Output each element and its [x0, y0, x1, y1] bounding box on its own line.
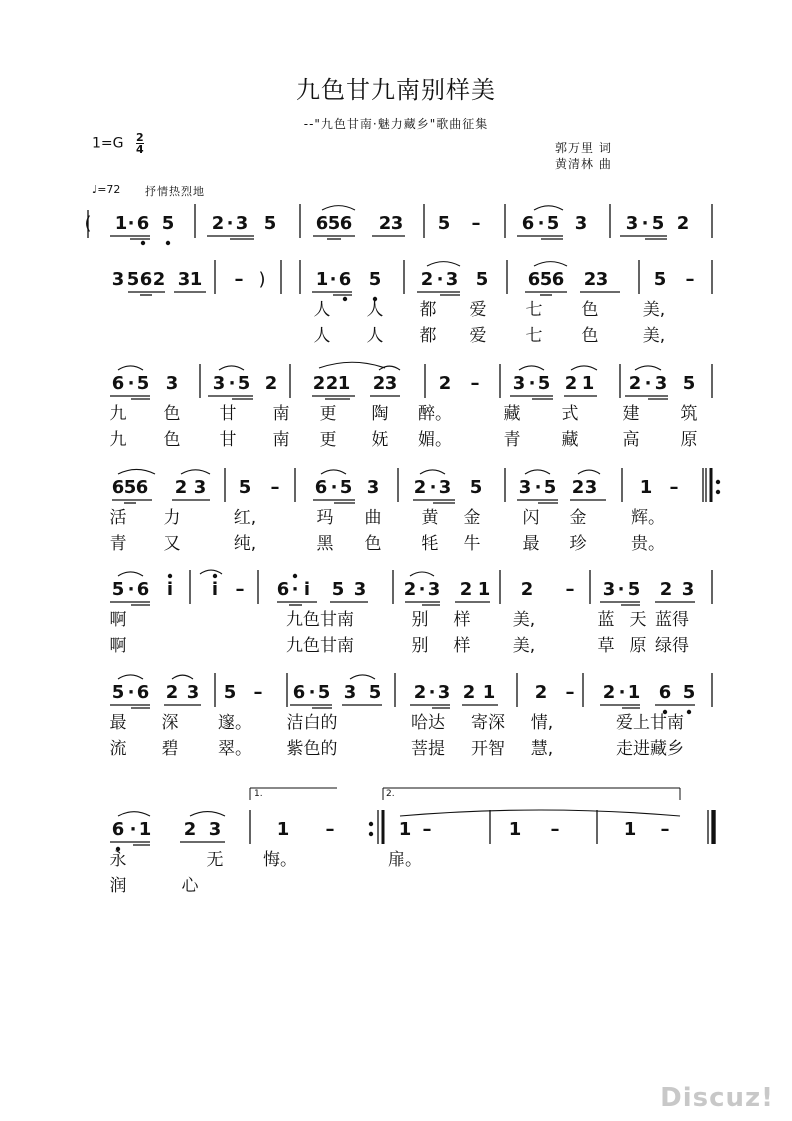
note-1-18: 6: [551, 269, 565, 290]
note-0-10: 5: [327, 213, 341, 234]
note-5-14: 3: [437, 682, 451, 703]
lyric-verse2-3-9: 贵。: [631, 534, 665, 554]
lyric-verse1-5-4: 哈达: [411, 713, 445, 733]
lyric-verse1-5-5: 寄深: [471, 713, 505, 733]
note-1-19: 2: [583, 269, 597, 290]
note-1-21: 5: [653, 269, 667, 290]
note-1-13: ·: [436, 269, 444, 290]
lyric-verse2-2-9: 高: [622, 430, 640, 450]
note-2-20: 2: [628, 373, 642, 394]
lyric-verse1-4-0: 啊: [109, 610, 127, 630]
note-0-15: –: [471, 213, 481, 234]
note-1-2: 6: [139, 269, 153, 290]
note-4-20: 5: [627, 579, 641, 600]
lyric-verse1-5-0: 最: [109, 713, 127, 733]
note-2-18: 2: [564, 373, 578, 394]
note-2-9: 2: [325, 373, 339, 394]
lyric-verse1-1-5: 色: [581, 300, 599, 320]
lyric-verse2-6-1: 心: [181, 876, 199, 896]
note-1-16: 6: [527, 269, 541, 290]
note-5-7: 6: [292, 682, 306, 703]
note-0-5: 2: [211, 213, 225, 234]
note-3-6: –: [270, 477, 280, 498]
lyric-verse2-4-7: 绿得: [655, 636, 689, 656]
lyric-verse1-1-6: 美,: [642, 300, 666, 320]
note-4-4: i: [211, 579, 219, 600]
lyric-verse1-1-1: 人: [366, 300, 384, 320]
note-5-2: 6: [136, 682, 150, 703]
note-6-7: 1: [398, 819, 412, 840]
note-2-8: 2: [312, 373, 326, 394]
note-5-9: 5: [317, 682, 331, 703]
lyric-verse2-2-5: 妩: [371, 430, 389, 450]
note-2-0: 6: [111, 373, 125, 394]
note-5-21: 1: [627, 682, 641, 703]
lyric-verse2-2-0: 九: [109, 430, 127, 450]
note-4-13: 3: [427, 579, 441, 600]
note-6-5: 1: [276, 819, 290, 840]
note-5-16: 1: [482, 682, 496, 703]
note-3-12: ·: [429, 477, 437, 498]
note-3-14: 5: [469, 477, 483, 498]
note-6-8: –: [422, 819, 432, 840]
lyric-verse1-2-1: 色: [163, 404, 181, 424]
note-3-5: 5: [238, 477, 252, 498]
lyric-verse2-5-5: 开智: [471, 739, 505, 759]
note-0-23: 2: [676, 213, 690, 234]
lyric-verse1-2-5: 陶: [371, 404, 389, 424]
note-1-3: 2: [152, 269, 166, 290]
lyric-verse1-3-0: 活: [109, 508, 127, 528]
lyric-verse2-1-4: 七: [525, 326, 543, 346]
note-4-11: 2: [403, 579, 417, 600]
lyric-verse1-6-2: 悔。: [263, 850, 297, 870]
note-5-10: 3: [343, 682, 357, 703]
lyric-verse2-3-0: 青: [109, 534, 127, 554]
expression-marking: 抒情热烈地: [145, 185, 205, 198]
note-6-2: 1: [138, 819, 152, 840]
note-5-8: ·: [308, 682, 316, 703]
note-3-10: 3: [366, 477, 380, 498]
lyric-verse2-1-1: 人: [366, 326, 384, 346]
note-2-5: ·: [228, 373, 236, 394]
note-4-12: ·: [418, 579, 426, 600]
note-5-15: 2: [462, 682, 476, 703]
note-5-1: ·: [127, 682, 135, 703]
lyric-verse2-5-7: 走进藏乡: [616, 739, 684, 759]
note-5-6: –: [253, 682, 263, 703]
note-1-1: 5: [126, 269, 140, 290]
lyric-verse1-5-1: 深: [161, 713, 179, 733]
note-2-17: 5: [537, 373, 551, 394]
note-5-11: 5: [368, 682, 382, 703]
note-4-19: ·: [617, 579, 625, 600]
lyric-verse2-5-4: 菩提: [411, 739, 445, 759]
lyric-verse1-2-2: 甘: [219, 404, 237, 424]
note-4-6: 6: [276, 579, 290, 600]
lyric-verse2-2-10: 原: [680, 430, 698, 450]
note-4-8: i: [303, 579, 311, 600]
lyric-verse1-3-2: 红,: [233, 508, 257, 528]
note-3-13: 3: [438, 477, 452, 498]
note-1-4: 3: [177, 269, 191, 290]
note-6-12: –: [660, 819, 670, 840]
lyric-verse1-5-3: 洁白的: [286, 713, 338, 733]
note-4-22: 3: [681, 579, 695, 600]
note-1-9: ·: [329, 269, 337, 290]
lyric-verse1-6-3: 扉。: [388, 850, 422, 870]
note-6-0: 6: [111, 819, 125, 840]
lyric-verse2-3-1: 又: [163, 534, 181, 554]
note-6-9: 1: [508, 819, 522, 840]
lyric-verse2-3-8: 珍: [569, 534, 587, 554]
note-6-6: –: [325, 819, 335, 840]
note-0-14: 5: [437, 213, 451, 234]
lyric-verse2-1-0: 人: [313, 326, 331, 346]
lyric-verse2-4-4: 美,: [512, 636, 536, 656]
note-0-8: 5: [263, 213, 277, 234]
lyric-verse2-2-7: 青: [503, 430, 521, 450]
note-0-0: (: [84, 213, 92, 234]
note-4-14: 2: [459, 579, 473, 600]
note-4-1: ·: [127, 579, 135, 600]
lyric-verse1-1-2: 都: [419, 300, 437, 320]
lyric-verse1-4-6: 天: [629, 610, 647, 630]
note-2-10: 1: [337, 373, 351, 394]
key-text: 1=G: [92, 135, 124, 152]
note-5-0: 5: [111, 682, 125, 703]
lyric-verse1-4-7: 蓝得: [655, 610, 689, 630]
note-5-22: 6: [658, 682, 672, 703]
time-bottom: 4: [135, 143, 144, 156]
note-0-21: ·: [641, 213, 649, 234]
lyric-verse1-2-3: 南: [272, 404, 290, 424]
note-0-19: 3: [574, 213, 588, 234]
note-3-0: 6: [111, 477, 125, 498]
note-3-2: 6: [135, 477, 149, 498]
lyric-verse1-2-0: 九: [109, 404, 127, 424]
volta-2-label: 2.: [386, 789, 395, 799]
note-3-17: 5: [543, 477, 557, 498]
note-0-12: 2: [378, 213, 392, 234]
lyric-verse1-4-3: 样: [453, 610, 471, 630]
note-2-12: 3: [384, 373, 398, 394]
note-2-2: 5: [136, 373, 150, 394]
note-3-18: 2: [571, 477, 585, 498]
note-1-7: ): [258, 269, 266, 290]
lyric-verse2-2-2: 甘: [219, 430, 237, 450]
note-0-7: 3: [235, 213, 249, 234]
watermark-logo: Discuz!: [660, 1083, 774, 1113]
note-4-0: 5: [111, 579, 125, 600]
note-5-5: 5: [223, 682, 237, 703]
song-subtitle: --"九色甘南·魅力藏乡"歌曲征集: [303, 117, 489, 131]
note-5-18: –: [565, 682, 575, 703]
note-0-11: 6: [339, 213, 353, 234]
lyric-verse1-4-5: 蓝: [597, 610, 615, 630]
lyric-verse1-5-7: 爱上甘南: [616, 713, 684, 733]
lyric-verse2-5-3: 紫色的: [286, 739, 338, 759]
lyric-verse1-3-3: 玛: [316, 508, 334, 528]
note-3-21: –: [669, 477, 679, 498]
note-1-22: –: [685, 269, 695, 290]
lyric-verse2-1-3: 爱: [469, 326, 487, 346]
song-title: 九色甘九南别样美: [296, 76, 496, 104]
note-0-17: ·: [537, 213, 545, 234]
lyric-verse1-4-2: 别: [411, 610, 429, 630]
note-3-7: 6: [314, 477, 328, 498]
note-5-20: ·: [618, 682, 626, 703]
volta-1-label: 1.: [254, 789, 263, 799]
note-0-22: 5: [651, 213, 665, 234]
note-2-3: 3: [165, 373, 179, 394]
lyric-verse1-1-3: 爱: [469, 300, 487, 320]
lyric-verse2-5-6: 慧,: [530, 739, 554, 759]
note-4-7: ·: [291, 579, 299, 600]
note-4-10: 3: [353, 579, 367, 600]
lyric-verse1-3-8: 金: [569, 508, 587, 528]
lyric-verse2-1-5: 色: [581, 326, 599, 346]
lyric-verse2-3-3: 黑: [316, 534, 334, 554]
note-3-19: 3: [584, 477, 598, 498]
lyric-verse2-4-3: 样: [453, 636, 471, 656]
lyric-verse1-1-4: 七: [525, 300, 543, 320]
lyric-verse1-4-4: 美,: [512, 610, 536, 630]
lyric-verse1-5-2: 邃。: [218, 713, 252, 733]
note-5-19: 2: [602, 682, 616, 703]
note-5-23: 5: [682, 682, 696, 703]
note-0-3: 6: [136, 213, 150, 234]
lyric-verse2-3-7: 最: [522, 534, 540, 554]
note-3-16: ·: [534, 477, 542, 498]
note-0-18: 5: [546, 213, 560, 234]
note-2-16: ·: [528, 373, 536, 394]
note-4-3: i: [166, 579, 174, 600]
note-6-10: –: [550, 819, 560, 840]
time-top: 2: [135, 131, 144, 144]
note-6-1: ·: [129, 819, 137, 840]
note-2-23: 5: [682, 373, 696, 394]
note-1-11: 5: [368, 269, 382, 290]
lyric-verse2-2-8: 藏: [561, 430, 579, 450]
note-2-7: 2: [264, 373, 278, 394]
lyric-verse1-3-5: 黄: [421, 508, 439, 528]
note-1-14: 3: [445, 269, 459, 290]
lyric-verse1-2-8: 式: [561, 404, 579, 424]
note-2-14: –: [470, 373, 480, 394]
lyric-verse1-3-9: 辉。: [631, 508, 665, 528]
lyric-verse2-5-0: 流: [109, 739, 127, 759]
lyric-verse2-2-6: 媚。: [418, 430, 452, 450]
note-1-15: 5: [475, 269, 489, 290]
note-6-11: 1: [623, 819, 637, 840]
lyric-verse1-2-7: 藏: [503, 404, 521, 424]
note-0-4: 5: [161, 213, 175, 234]
note-1-17: 5: [539, 269, 553, 290]
lyric-verse1-6-0: 永: [109, 850, 127, 870]
note-5-17: 2: [534, 682, 548, 703]
note-2-19: 1: [581, 373, 595, 394]
note-4-2: 6: [136, 579, 150, 600]
lyric-verse2-3-5: 牦: [421, 534, 439, 554]
note-1-20: 3: [595, 269, 609, 290]
lyric-verse1-3-4: 曲: [364, 508, 382, 528]
note-3-20: 1: [639, 477, 653, 498]
lyric-verse1-5-6: 情,: [530, 713, 554, 733]
note-2-4: 3: [212, 373, 226, 394]
lyric-verse2-3-6: 牛: [463, 534, 481, 554]
lyric-verse2-3-4: 色: [364, 534, 382, 554]
note-1-0: 3: [111, 269, 125, 290]
lyric-verse2-1-6: 美,: [642, 326, 666, 346]
lyric-verse1-2-4: 更: [319, 404, 337, 424]
lyric-verse1-6-1: 无: [206, 850, 224, 870]
lyric-verse1-3-1: 力: [163, 508, 181, 528]
note-1-5: 1: [189, 269, 203, 290]
note-4-5: –: [235, 579, 245, 600]
lyric-verse2-5-1: 碧: [161, 739, 179, 759]
note-0-9: 6: [315, 213, 329, 234]
note-0-20: 3: [625, 213, 639, 234]
composer-credit: 黄清林 曲: [555, 157, 612, 171]
lyric-verse2-4-0: 啊: [109, 636, 127, 656]
lyric-verse2-2-4: 更: [319, 430, 337, 450]
note-0-2: ·: [127, 213, 135, 234]
note-2-21: ·: [644, 373, 652, 394]
note-4-18: 3: [602, 579, 616, 600]
tempo-marking: ♩=72: [92, 183, 121, 196]
note-2-22: 3: [654, 373, 668, 394]
note-2-6: 5: [237, 373, 251, 394]
note-0-16: 6: [521, 213, 535, 234]
note-2-1: ·: [127, 373, 135, 394]
note-2-11: 2: [372, 373, 386, 394]
note-3-3: 2: [174, 477, 188, 498]
note-5-4: 3: [186, 682, 200, 703]
note-4-17: –: [565, 579, 575, 600]
note-3-9: 5: [339, 477, 353, 498]
lyric-verse2-4-5: 草: [597, 636, 615, 656]
lyric-verse2-4-1: 九色甘南: [286, 636, 354, 656]
note-4-16: 2: [520, 579, 534, 600]
note-1-6: –: [234, 269, 244, 290]
lyric-verse2-2-3: 南: [272, 430, 290, 450]
note-3-15: 3: [518, 477, 532, 498]
note-4-9: 5: [331, 579, 345, 600]
lyric-verse2-6-0: 润: [109, 876, 127, 896]
lyric-verse1-3-7: 闪: [522, 508, 540, 528]
note-5-12: 2: [413, 682, 427, 703]
note-0-1: 1: [114, 213, 128, 234]
lyric-verse2-3-2: 纯,: [233, 534, 257, 554]
note-4-15: 1: [477, 579, 491, 600]
note-1-8: 1: [315, 269, 329, 290]
lyric-verse1-1-0: 人: [313, 300, 331, 320]
lyric-verse2-4-6: 原: [629, 636, 647, 656]
note-3-8: ·: [330, 477, 338, 498]
lyricist-credit: 郭万里 词: [555, 141, 612, 155]
note-2-13: 2: [438, 373, 452, 394]
lyric-verse1-2-10: 筑: [680, 404, 698, 424]
lyric-verse2-2-1: 色: [163, 430, 181, 450]
lyric-verse1-2-9: 建: [622, 404, 640, 424]
note-5-13: ·: [428, 682, 436, 703]
note-6-3: 2: [183, 819, 197, 840]
note-0-6: ·: [226, 213, 234, 234]
note-1-10: 6: [338, 269, 352, 290]
note-2-15: 3: [512, 373, 526, 394]
note-3-11: 2: [413, 477, 427, 498]
note-0-13: 3: [390, 213, 404, 234]
lyric-verse1-3-6: 金: [463, 508, 481, 528]
note-3-4: 3: [193, 477, 207, 498]
note-5-3: 2: [165, 682, 179, 703]
lyric-verse1-2-6: 醉。: [418, 404, 452, 424]
note-4-21: 2: [659, 579, 673, 600]
note-1-12: 2: [420, 269, 434, 290]
lyric-verse2-1-2: 都: [419, 326, 437, 346]
note-3-1: 5: [123, 477, 137, 498]
lyric-verse2-5-2: 翠。: [218, 739, 252, 759]
note-6-4: 3: [208, 819, 222, 840]
lyric-verse1-4-1: 九色甘南: [286, 610, 354, 630]
lyric-verse2-4-2: 别: [411, 636, 429, 656]
